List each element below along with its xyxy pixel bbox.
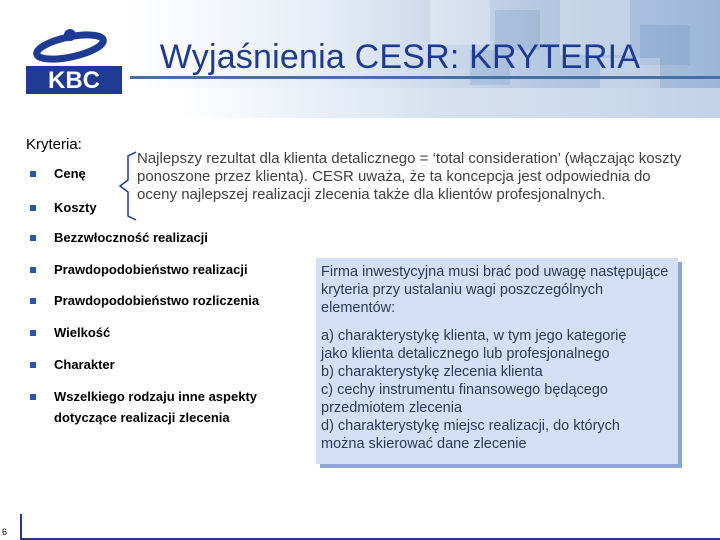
section-label: Kryteria: — [26, 136, 82, 153]
bullet-icon — [30, 394, 36, 400]
list-item-label: Koszty — [54, 200, 97, 215]
explanation-text: Najlepszy rezultat dla klienta detalicznego = ‘total consideration’ (włączając koszty ponoszone przez klienta). CESR uważa, że ta koncepcja jest odpowiednia do oceny najlepszej realizacji zlecenia także dla klientów profesjonalnych. — [137, 150, 682, 203]
kbc-logo — [18, 22, 128, 102]
info-box-line: b) charakterystykę zlecenia klienta — [321, 364, 543, 380]
list-item — [30, 325, 110, 340]
bullet-icon — [30, 298, 36, 304]
list-item — [30, 166, 86, 181]
list-item-label: Prawdopodobieństwo rozliczenia — [54, 293, 260, 308]
footer-rule-vertical — [20, 514, 22, 540]
info-box-intro: Firma inwestycyjna musi brać pod uwagę następujące kryteria przy ustalaniu wagi poszczególnych elementów: — [321, 264, 669, 316]
bullet-icon — [30, 267, 36, 273]
list-item-label: Prawdopodobieństwo realizacji — [54, 262, 248, 277]
list-item — [30, 357, 115, 372]
info-box-body — [321, 327, 673, 453]
list-item — [30, 200, 97, 215]
logo-text: KBC — [48, 67, 100, 94]
info-box-line: przedmiotem zlecenia — [321, 400, 463, 416]
bullet-icon — [30, 205, 36, 211]
bullet-icon — [30, 171, 36, 177]
list-item-label: Wielkość — [54, 325, 111, 340]
list-item-continuation: dotyczące realizacji zlecenia — [54, 410, 230, 425]
list-item-label: Bezzwłoczność realizacji — [54, 230, 208, 245]
list-item-label: Charakter — [54, 357, 115, 372]
info-box-line: jako klienta detalicznego lub profesjonalnego — [321, 346, 610, 362]
list-item — [30, 230, 208, 245]
bullet-icon — [30, 330, 36, 336]
bullet-icon — [30, 362, 36, 368]
bullet-icon — [30, 235, 36, 241]
list-item — [30, 293, 259, 308]
list-item — [30, 262, 248, 277]
info-box-line: a) charakterystykę klienta, w tym jego kategorię — [321, 328, 627, 344]
info-box-line: d) charakterystykę miejsc realizacji, do których — [321, 418, 620, 434]
page-number: 6 — [2, 527, 8, 537]
page-title: Wyjaśnienia CESR: KRYTERIA — [159, 38, 641, 76]
list-item — [30, 389, 257, 404]
info-box — [316, 258, 678, 464]
info-box-line: można skierować dane zlecenie — [321, 436, 527, 452]
info-box-line: c) cechy instrumentu finansowego będącego — [321, 382, 608, 398]
list-item-label: Cenę — [54, 166, 86, 181]
list-item-label: Wszelkiego rodzaju inne aspekty — [54, 389, 257, 404]
